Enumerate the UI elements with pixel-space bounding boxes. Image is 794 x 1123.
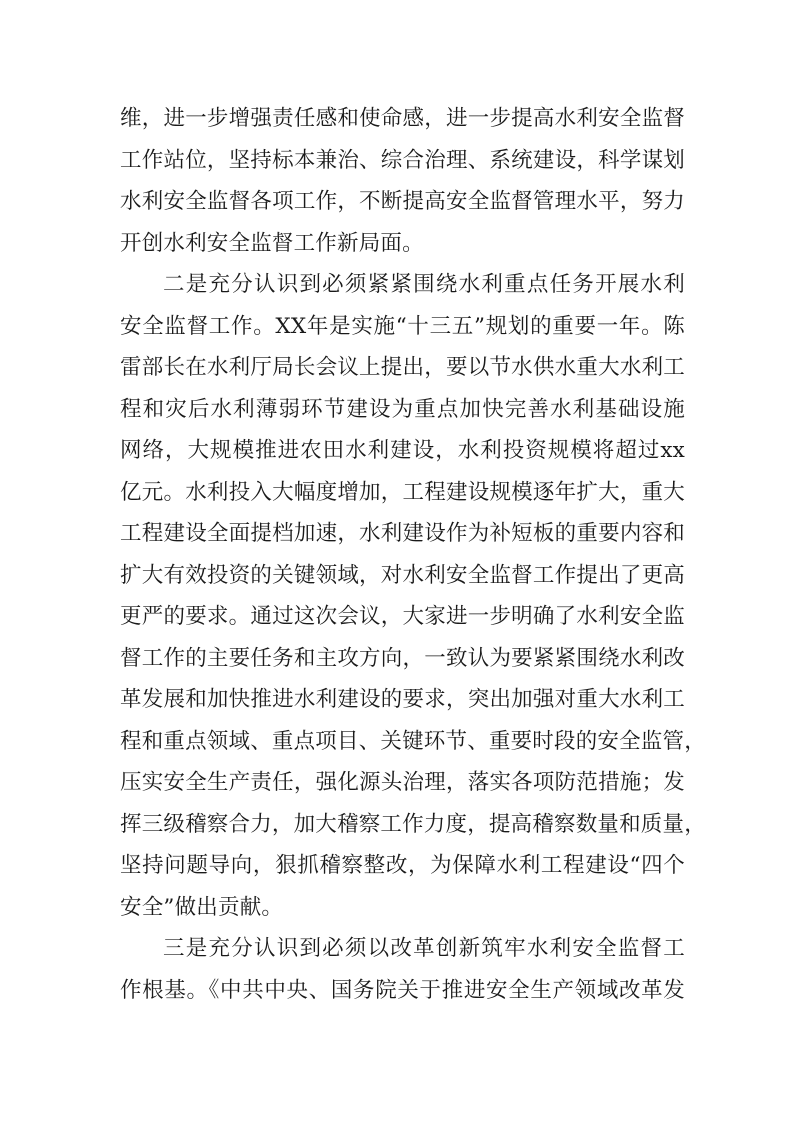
text-line: 开创水利安全监督工作新局面。 [120,230,424,256]
text-line: 维，进一步增强责任感和使命感，进一步提高水利安全监督 [120,106,685,131]
text-line: 压实安全生产责任，强化源头治理，落实各项防范措施；发 [120,770,685,795]
text-line: 挥三级稽察合力，加大稽察工作力度，提高稽察数量和质量， [120,811,706,837]
text-line: 网络，大规模推进农田水利建设，水利投资规模将超过xx [120,438,685,463]
text-line: 水利安全监督各项工作，不断提高安全监督管理水平，努力 [120,189,685,214]
body-text [120,98,706,1011]
paragraph-first-line: 二是充分认识到必须紧紧围绕水利重点任务开展水利 [163,272,685,297]
text-line: 亿元。水利投入大幅度增加，工程建设规模逐年扩大，重大 [120,479,685,505]
text-line: 更严的要求。通过这次会议，大家进一步明确了水利安全监 [120,604,685,629]
text-line: 督工作的主要任务和主攻方向，一致认为要紧紧围绕水利改 [120,645,685,671]
paragraph-first-line: 三是充分认识到必须以改革创新筑牢水利安全监督工 [163,936,685,961]
text-line: 扩大有效投资的关键领域，对水利安全监督工作提出了更高 [120,562,685,588]
text-line: 工作站位，坚持标本兼治、综合治理、系统建设，科学谋划 [120,147,685,173]
text-line: 革发展和加快推进水利建设的要求，突出加强对重大水利工 [120,687,685,712]
text-line: 安全”做出贡献。 [120,894,284,920]
text-line: 雷部长在水利厅局长会议上提出，要以节水供水重大水利工 [120,355,685,380]
text-line: 安全监督工作。XX年是实施“十三五”规划的重要一年。陈 [120,313,685,339]
text-line: 工程建设全面提档加速，水利建设作为补短板的重要内容和 [120,521,685,546]
text-line: 坚持问题导向，狠抓稽察整改，为保障水利工程建设“四个 [120,853,685,878]
text-line: 作根基。《中共中央、国务院关于推进安全生产领域改革发 [120,977,685,1003]
text-line: 程和灾后水利薄弱环节建设为重点加快完善水利基础设施 [120,396,685,422]
text-line: 程和重点领域、重点项目、关键环节、重要时段的安全监管， [120,728,706,754]
